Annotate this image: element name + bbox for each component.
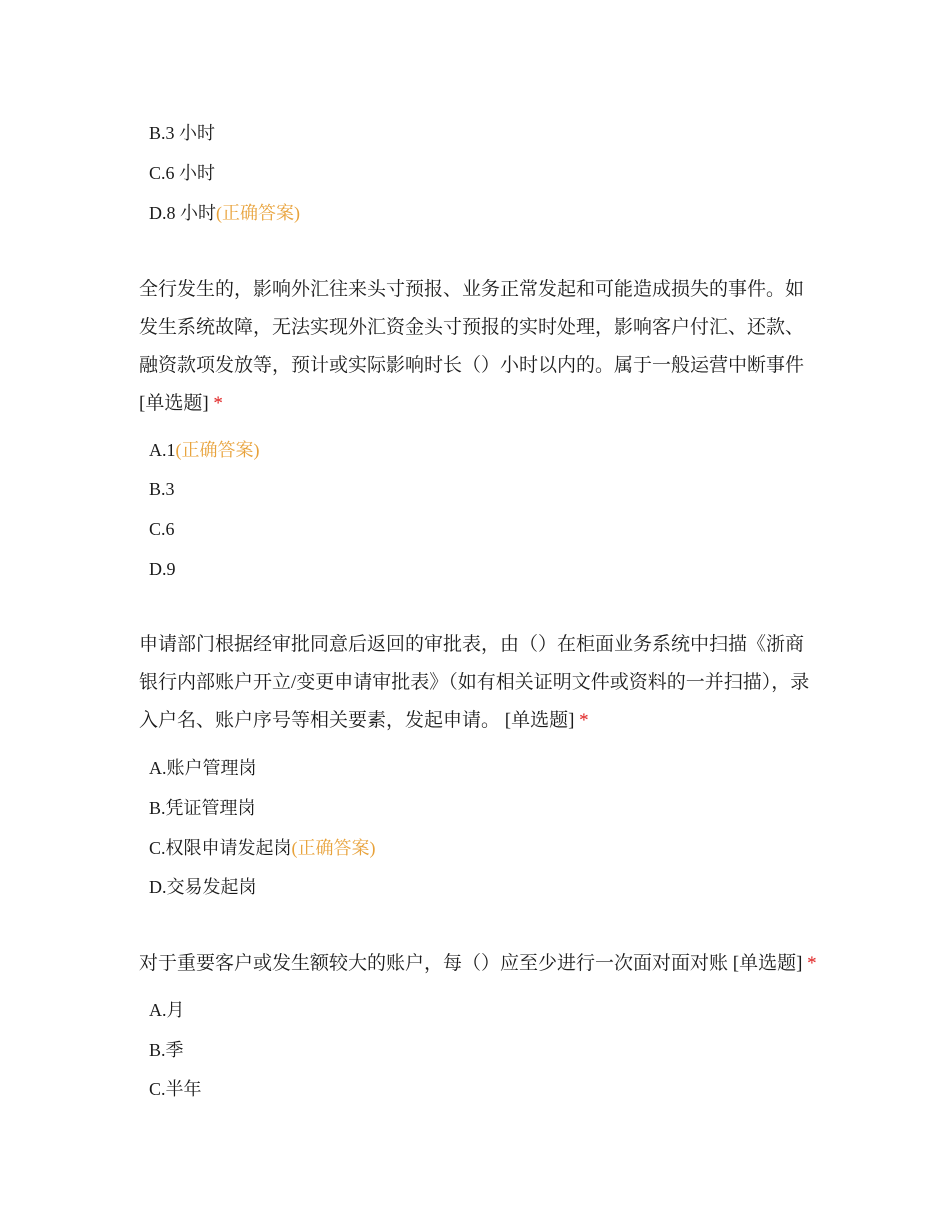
option-c[interactable] [149,836,376,860]
question-text [139,945,819,983]
option-b[interactable] [149,121,215,145]
option-text: A.账户管理岗 [149,758,257,778]
question-type-tag: [单选题] [504,710,575,731]
option-c[interactable] [149,1077,202,1101]
option-a[interactable] [149,756,257,780]
option-c[interactable] [149,517,175,541]
question-text [139,271,819,423]
option-text: B.凭证管理岗 [149,798,256,818]
correct-answer-label: (正确答案) [175,440,260,460]
option-d[interactable] [149,557,176,581]
option-b[interactable] [149,477,175,501]
option-b[interactable] [149,796,256,820]
option-text: C.6 [149,519,175,539]
question-text [139,626,819,740]
question-type-tag: [单选题] [139,393,209,414]
option-a[interactable] [149,998,185,1022]
option-c[interactable] [149,161,215,185]
required-marker: * [213,393,223,414]
question-type-tag: [单选题] [732,953,803,974]
option-text: B.3 [149,479,175,499]
option-d[interactable] [149,201,300,225]
option-text: D.交易发起岗 [149,877,257,897]
question-body: 全行发生的，影响外汇往来头寸预报、业务正常发起和可能造成损失的事件。如发生系统故障，无法实现外汇资金头寸预报的实时处理，影响客户付汇、还款、融资款项发放等，预计或实际影响时长（）小时以内的。属于一般运营中断事件 [139,279,805,376]
option-text: A.1 [149,440,176,460]
option-text: C.半年 [149,1079,202,1099]
required-marker: * [807,953,817,974]
question-body: 对于重要客户或发生额较大的账户，每（）应至少进行一次面对面对账 [139,953,729,974]
option-a[interactable] [149,438,260,462]
question-body: 申请部门根据经审批同意后返回的审批表，由（）在柜面业务系统中扫描《浙商银行内部账户开立/变更申请审批表》（如有相关证明文件或资料的一并扫描），录入户名、账户序号等相关要素，发起申请。 [139,634,810,731]
option-text: C.权限申请发起岗 [149,838,292,858]
option-text: B.季 [149,1040,184,1060]
option-text: D.9 [149,559,176,579]
correct-answer-label: (正确答案) [291,838,376,858]
option-text: C.6 小时 [149,163,216,183]
option-d[interactable] [149,875,257,899]
option-text: B.3 小时 [149,123,216,143]
correct-answer-label: (正确答案) [216,203,300,223]
required-marker: * [579,710,589,731]
option-text: A.月 [149,1000,185,1020]
option-text: D.8 小时 [149,203,216,223]
option-b[interactable] [149,1038,184,1062]
